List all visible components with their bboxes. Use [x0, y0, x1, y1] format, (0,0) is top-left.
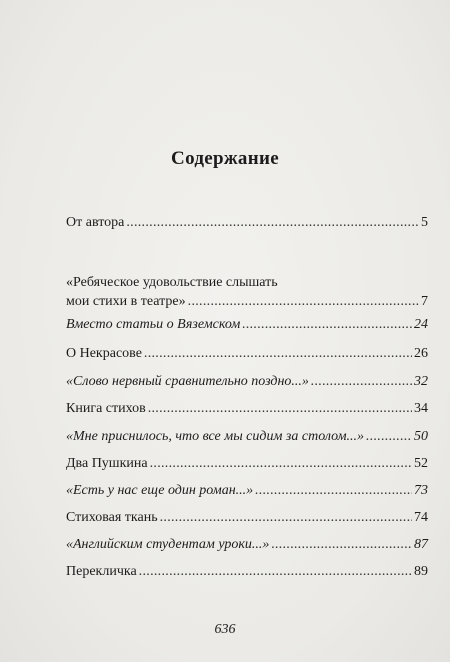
toc-entry-title: Вместо статьи о Вяземском: [66, 317, 241, 332]
leader-dots: [188, 292, 419, 311]
toc-entry-page: 5: [421, 215, 428, 230]
toc-entry-title: Два Пушкина: [66, 456, 148, 471]
toc-entry-title: «Английским студентам уроки...»: [66, 537, 270, 552]
toc-entry-book-of-poems: [66, 399, 428, 418]
toc-entry-two-pushkins: [66, 454, 428, 473]
toc-entry-verse-fabric: [66, 508, 428, 527]
contents-heading: Содержание: [171, 148, 279, 169]
toc-entry-nekrasov: [66, 344, 428, 363]
leader-dots: [126, 213, 419, 232]
toc-entry-page: 52: [414, 456, 428, 471]
toc-entry-title: Стиховая ткань: [66, 510, 158, 525]
toc-entry-one-more-novel: [66, 481, 428, 500]
leader-dots: [242, 315, 412, 334]
toc-entry-english-students: [66, 535, 428, 554]
toc-entry-roll-call: [66, 562, 428, 581]
toc-entry-title-line-1: «Ребяческое удовольствие слышать: [66, 275, 278, 290]
leader-dots: [148, 399, 412, 418]
toc-entry-dreamt-at-table: [66, 427, 428, 446]
leader-dots: [255, 481, 412, 500]
toc-entry-page: 87: [414, 537, 428, 552]
leader-dots: [271, 535, 412, 554]
toc-entry-title-line-2: мои стихи в театре»: [66, 294, 186, 309]
toc-entry-page: 73: [414, 483, 428, 498]
leader-dots: [144, 344, 412, 363]
toc-entry-slovo-nervny: [66, 372, 428, 391]
toc-entry-title: От автора: [66, 215, 125, 230]
leader-dots: [366, 427, 412, 446]
toc-entry-title: «Есть у нас еще один роман...»: [66, 483, 254, 498]
toc-entry-title: «Слово нервный сравнительно поздно...»: [66, 374, 309, 389]
page-number: 636: [214, 622, 236, 637]
toc-entry-page: 74: [414, 510, 428, 525]
toc-entry-childish-pleasure: [66, 273, 428, 311]
toc-entry-page: 34: [414, 401, 428, 416]
toc-entry-title: О Некрасове: [66, 346, 142, 361]
toc-entry-page: 7: [421, 294, 428, 309]
toc-entry-page: 26: [414, 346, 428, 361]
toc-entry-title: «Мне приснилось, что все мы сидим за столом...»: [66, 429, 365, 444]
toc-entry-page: 50: [414, 429, 428, 444]
leader-dots: [160, 508, 412, 527]
toc-entry-title: Книга стихов: [66, 401, 146, 416]
toc-entry-title: Перекличка: [66, 564, 137, 579]
toc-entry-page: 89: [414, 564, 428, 579]
leader-dots: [311, 372, 412, 391]
toc-entry-from-author: [66, 213, 428, 232]
leader-dots: [150, 454, 412, 473]
toc-entry-page: 32: [414, 374, 428, 389]
toc-entry-page: 24: [414, 317, 428, 332]
toc-entry-vyazemsky: [66, 315, 428, 334]
leader-dots: [139, 562, 412, 581]
